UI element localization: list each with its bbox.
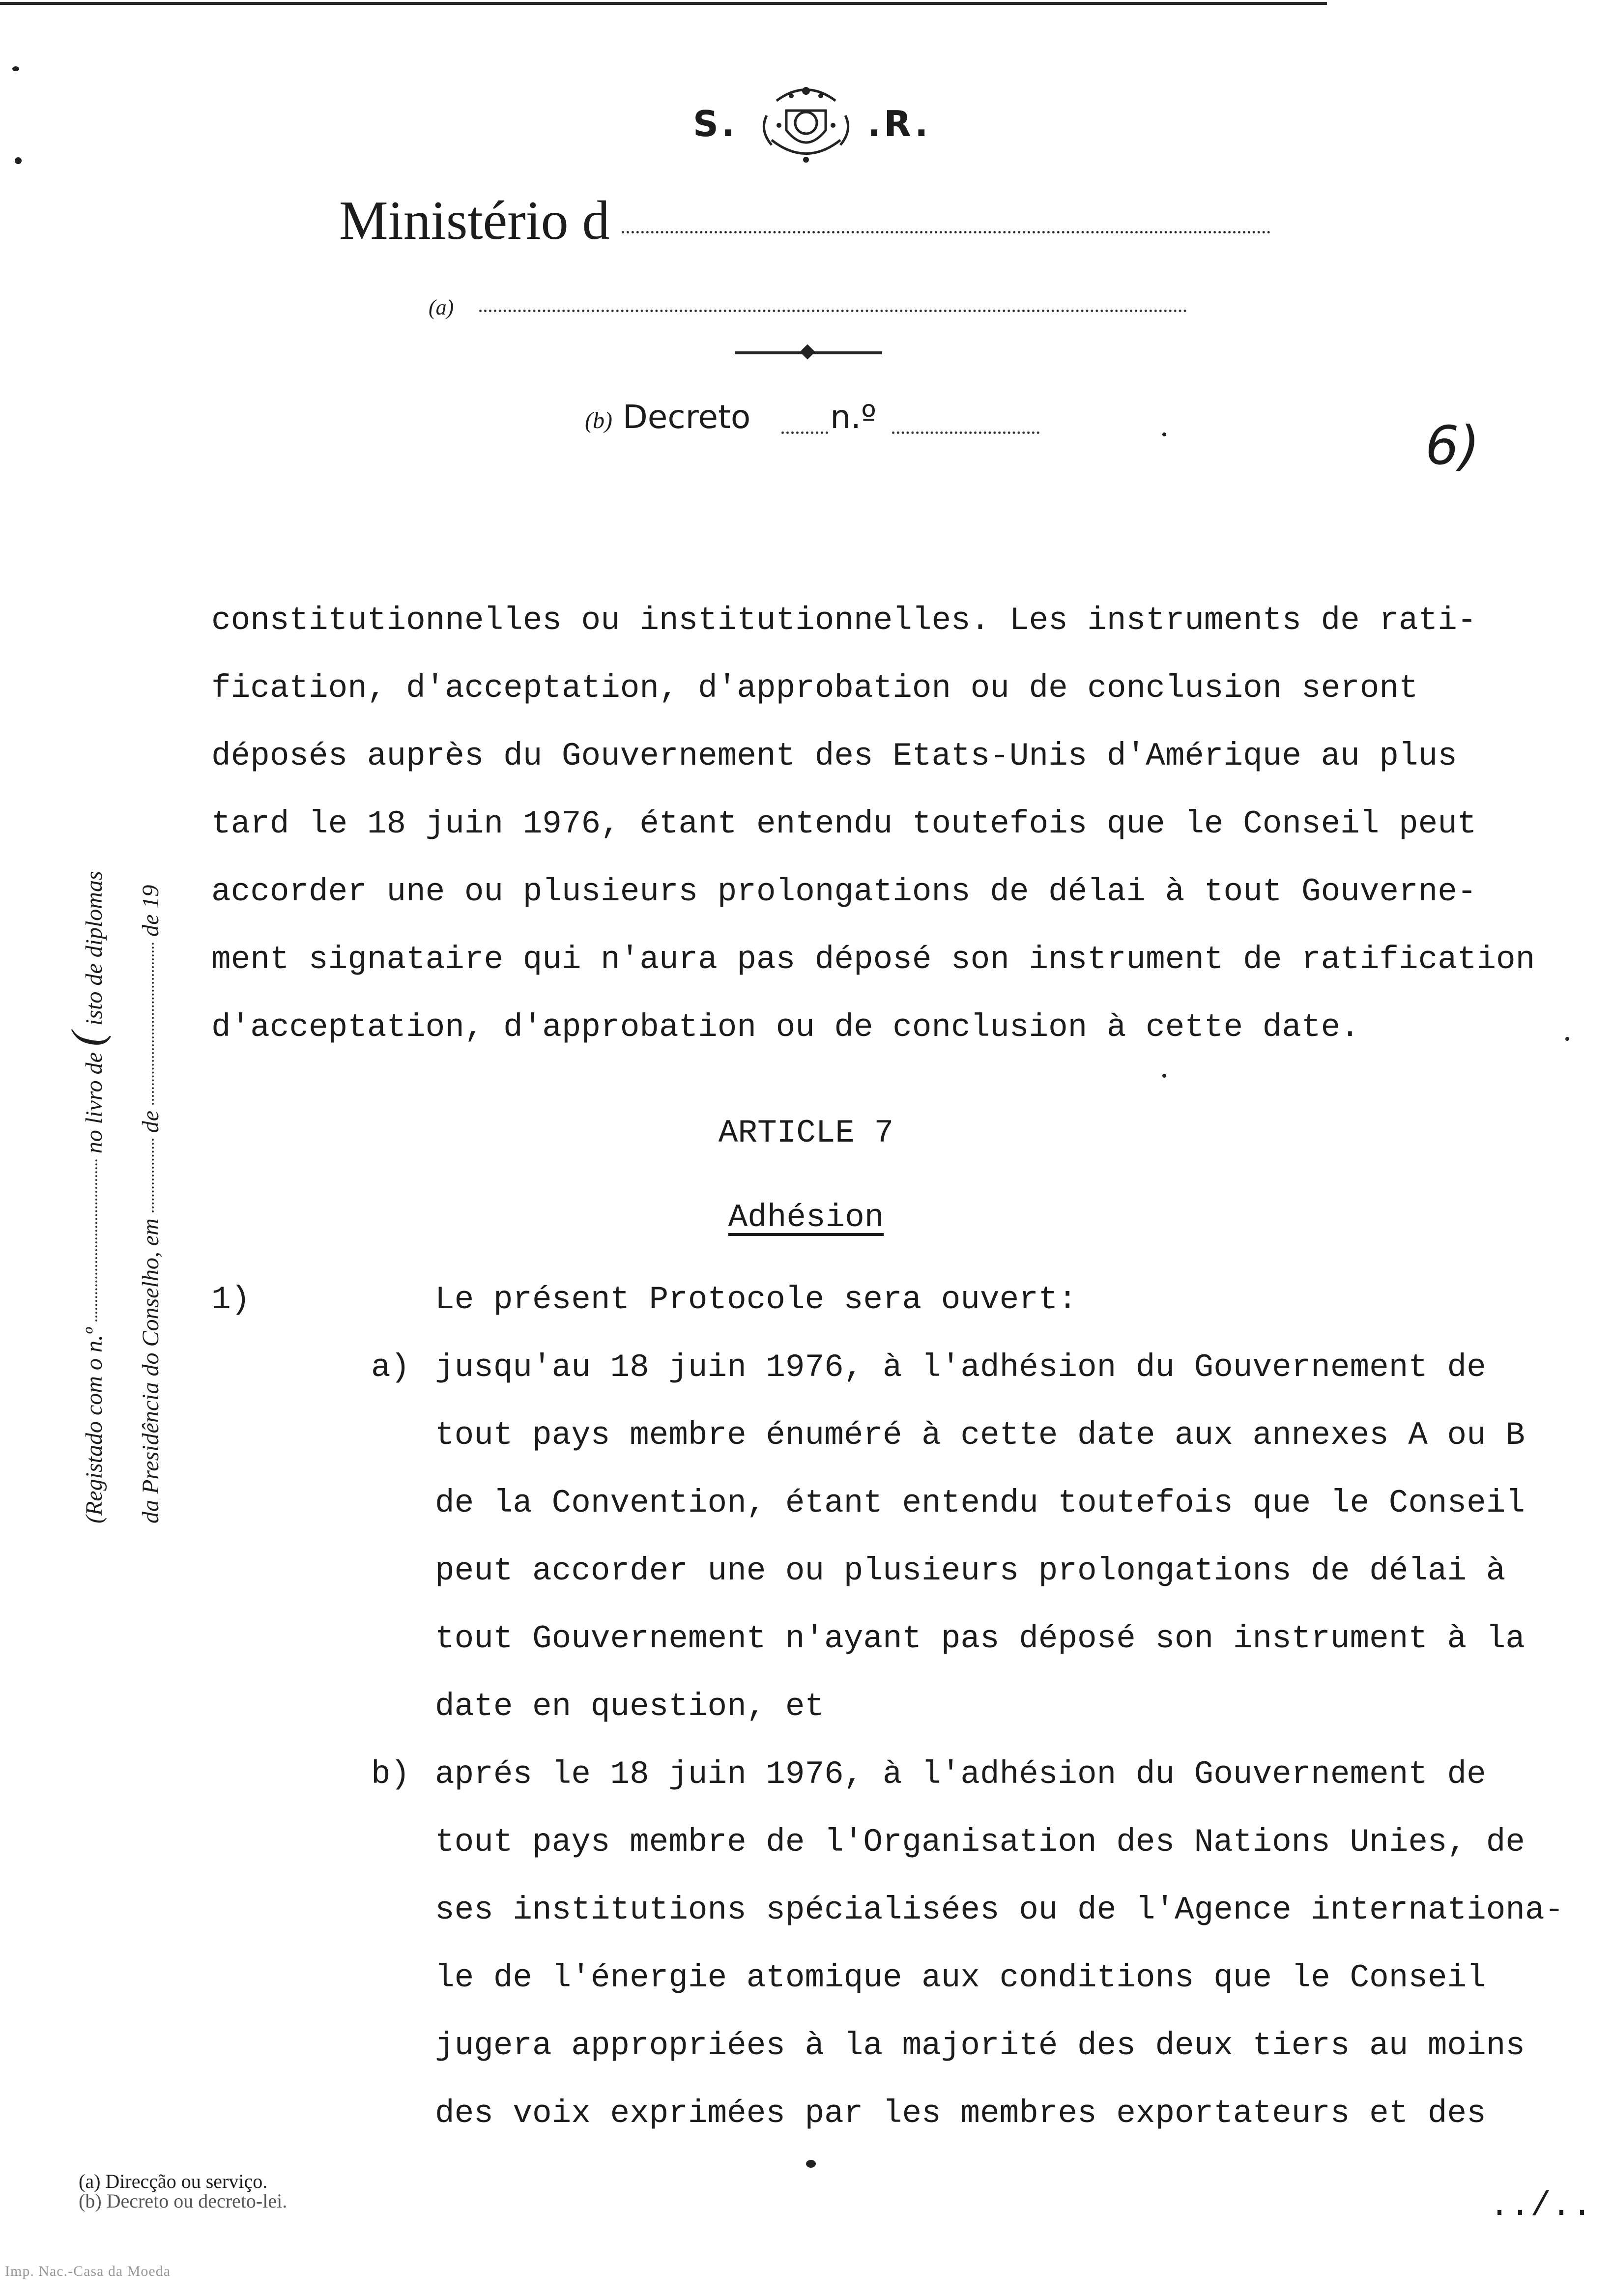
item-a-line: date en question, et [435,1688,825,1725]
paragraph-line: ment signataire qui n'aura pas déposé son instrument de ratification [211,941,1535,978]
item-a-line: peut accorder une ou plusieurs prolongations de délai à [435,1552,1506,1589]
printer-imprint: Imp. Nac.-Casa da Moeda [5,2263,171,2279]
item-a-line: tout pays membre énuméré à cette date aux annexes A ou B [435,1417,1525,1454]
scan-speck [1162,432,1166,436]
item-b-line: ses institutions spécialisées ou de l'Agence internationa- [435,1892,1564,1928]
decreto-type-fill-line [781,431,828,434]
footnote-a: (a) Direcção ou serviço. [79,2170,268,2192]
margin-bracket: ( [63,1032,112,1046]
item-b-line: des voix exprimées par les membres exportateurs et des [435,2095,1486,2132]
scan-speck [806,2160,816,2168]
ministry-fill-line [622,231,1270,233]
coat-of-arms-icon [757,81,855,170]
item-b-line: aprés le 18 juin 1976, à l'adhésion du Gouvernement de [435,1756,1486,1793]
decreto-number-fill-line [892,431,1039,434]
registration-margin-note [59,541,172,1523]
margin-de1: de [138,1110,164,1133]
margin-livro: no livro de [81,1052,107,1154]
margin-presidencia: da Presidência do Conselho, em [138,1218,164,1523]
margin-diplomas: isto de diplomas [81,871,107,1026]
decreto-line [585,398,876,436]
item-b-label: b) [371,1756,410,1793]
item-a-line: jusqu'au 18 juin 1976, à l'adhésion du Gouvernement de [435,1349,1486,1386]
coat-of-arms-seal [757,81,855,170]
article-heading: ARTICLE 7 [718,1115,894,1151]
paragraph-line: d'acceptation, d'approbation ou de conclusion à cette date. [211,1009,1360,1046]
scan-speck [12,66,19,71]
paragraph-line: fication, d'acceptation, d'approbation ou de conclusion seront [211,670,1418,707]
paragraph-line: tard le 18 juin 1976, étant entendu toutefois que le Conseil peut [211,805,1477,842]
item-b-line: jugera appropriées à la majorité des deux tiers au moins [435,2027,1525,2064]
page-number: 6) [1425,415,1480,477]
item-b-line: le de l'énergie atomique aux conditions que le Conseil [435,1959,1486,1996]
margin-registado: (Registado com o n.º [81,1327,107,1523]
item-a-label: a) [371,1349,410,1386]
decreto-number-label: n.º [830,398,877,436]
item-a-line: de la Convention, étant entendu toutefois que le Conseil [435,1485,1525,1521]
paragraph-line: accorder une ou plusieurs prolongations de délai à tout Gouverne- [211,873,1477,910]
a-fill-line [479,310,1187,312]
paragraph-line: déposés auprès du Gouvernement des Etats-Unis d'Amérique au plus [211,738,1457,775]
decreto-label: Decreto [622,398,751,436]
diamond-ornament-icon [800,344,815,359]
footnote-b: (b) Decreto ou decreto-lei. [79,2190,288,2212]
b-marker: (b) [585,407,612,433]
letterhead-s: S. [693,103,738,144]
item-text: Le présent Protocole sera ouvert: [435,1281,1078,1318]
article-title: Adhésion [728,1199,884,1236]
top-border-rule [0,2,1327,5]
letterhead-r: .R. [867,103,931,144]
item-b-line: tout pays membre de l'Organisation des Nations Unies, de [435,1824,1525,1861]
margin-de19: de 19 [138,885,164,937]
scan-speck [1162,1074,1166,1078]
scan-speck [15,157,22,164]
continuation-mark: ../.. [1489,2187,1593,2226]
item-number: 1) [211,1281,251,1318]
scan-speck [1565,1037,1569,1041]
item-a-line: tout Gouvernement n'ayant pas déposé son instrument à la [435,1620,1525,1657]
a-field-label: (a) [429,295,454,319]
paragraph-line: constitutionnelles ou institutionnelles. Les instruments de rati- [211,602,1477,639]
ministry-label: Ministério d [339,190,610,251]
